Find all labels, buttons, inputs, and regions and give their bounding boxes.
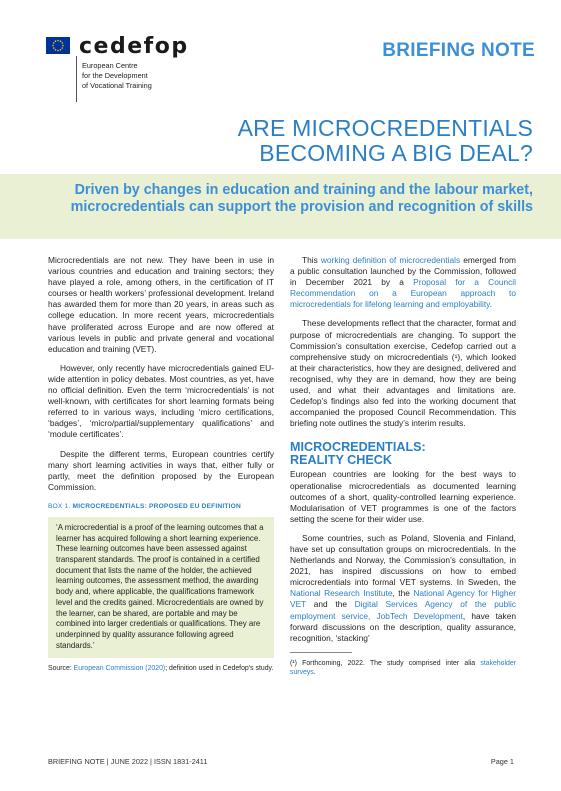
- research-institute-link[interactable]: National Research Institute: [290, 588, 393, 599]
- proposal-link[interactable]: Proposal for a Council Recommendation on a European approach to microcredentials for lifelong learning and employability: [290, 277, 517, 310]
- national-agency-link[interactable]: National Agency for Higher VET: [290, 588, 516, 610]
- eu-flag-icon: [46, 37, 70, 54]
- footnote-divider: [290, 652, 352, 653]
- paragraph: Despite the different terms, European countries certify many short learning activities in ways that, either fully or partly, meet the definition proposed by the European Commission.: [48, 448, 274, 492]
- cedefop-logo: cedefop: [79, 34, 189, 59]
- page-footer: [48, 757, 514, 766]
- page-title: [133, 116, 533, 166]
- title-line: ARE MICROCREDENTIALS: [237, 115, 533, 141]
- definition-link[interactable]: working definition of microcredentials: [320, 255, 461, 265]
- text: .: [313, 669, 316, 677]
- paragraph: [290, 533, 516, 644]
- briefing-note-label: BRIEFING NOTE: [382, 40, 535, 61]
- footnote: [290, 659, 516, 678]
- source-link[interactable]: European Commission (2020): [73, 665, 166, 673]
- document-header: [0, 0, 561, 110]
- heading-line: REALITY CHECK: [290, 453, 392, 468]
- text: Some countries, such as Poland, Slovenia and Finland, have set up consultation groups on microcredentials. In the Netherlands and Norway, the Commission’s consultation, in 2021, has inspired discussions on how to embed microcredentials into formal VET systems. In Sweden, the: [290, 532, 516, 588]
- subtitle: Driven by changes in education and training and the labour market, microcredentials can support the provision and recognition of skills: [70, 182, 533, 215]
- text: This: [302, 255, 321, 265]
- definition-box: ‘A microcredential is a proof of the learning outcomes that a learner has acquired following a short learning experience. These learning outcomes have been assessed against transparent standards. The proof is contained in a certified document that lists the name of the holder, the achieved learning outcomes, the assessment method, the awarding body and, where applicable, the qualifications framework level and the credits gained. Microcredentials are owned by the learner, can be shared, are portable and may be combined into larger credentials or qualifications. They are underpinned by quality assurance following agreed standards.’: [48, 517, 274, 658]
- organisation-name: [82, 61, 152, 91]
- paragraph: European countries are looking for the best ways to operationalise microcredentials as documented learning outcomes of a short, quality-controlled learning experience. Modularisation of VET programmes is one of the factors setting the scene for their wider use.: [290, 469, 516, 524]
- box-title: MICROCREDENTIALS: PROPOSED EU DEFINITION: [72, 502, 241, 510]
- box-caption: [48, 501, 274, 512]
- source-text: ; definition used in Cedefop’s study.: [165, 665, 274, 673]
- box-number: BOX 1.: [48, 502, 71, 510]
- paragraph: Microcredentials are not new. They have been in use in various countries and education and training sectors; they have played a role, among others, in the certification of IT courses or health workers’ professional development. Ireland has awarded them for more than 20 years, in areas such as college education. In more recent years, microcredentials have proliferated across Europe and are now offered at various levels in public and private general and vocational education and training (VET).: [48, 255, 274, 354]
- org-line: of Vocational Training: [82, 81, 152, 90]
- logo-divider: [76, 56, 77, 102]
- source-label: Source:: [48, 665, 72, 673]
- text: , have taken forward discussions on the description, quality assurance, recognition, ‘stacking’: [290, 610, 516, 643]
- paragraph: [290, 255, 516, 310]
- paragraph: However, only recently have microcredentials gained EU-wide attention in policy debates. Most countries, as yet, have no official definition. Even the term ‘microcredentials’ is not well-known, with certificates for short learning formats being referred to in various ways, including ‘micro certifications, ‘badges’, ‘micro/partial/supplementary qualifications’ and ‘module certificates’.: [48, 362, 274, 440]
- right-column: [290, 255, 516, 678]
- stakeholder-surveys-link[interactable]: stakeholder surveys: [290, 659, 516, 677]
- title-line: BECOMING A BIG DEAL?: [259, 140, 533, 166]
- section-heading: [290, 441, 516, 467]
- org-line: for the Development: [82, 71, 148, 80]
- digital-services-link[interactable]: Digital Services Agency of the public employment service, JobTech Development: [290, 599, 516, 621]
- text: , the: [392, 588, 414, 599]
- org-line: European Centre: [82, 61, 138, 70]
- left-column: [48, 255, 274, 674]
- footnote-marker: (¹): [290, 659, 297, 667]
- footer-info: BRIEFING NOTE | JUNE 2022 | ISSN 1831-2411: [48, 757, 208, 766]
- source-note: [48, 664, 274, 674]
- text: and the: [306, 599, 355, 610]
- text: .: [489, 299, 493, 310]
- text: emerged from a public consultation launched by the Commission, followed in December 2021 by a: [290, 255, 516, 288]
- heading-line: MICROCREDENTIALS:: [290, 440, 426, 455]
- paragraph: These developments reflect that the character, format and purpose of microcredentials are changing. To support the Commission’s consultation exercise, Cedefop carried out a comprehensive study on microcredentials (¹), which looked at their characteristics, how they are designed, delivered and recognised, why they are in demand, how they are being used, and what their advantages and limitations are. Cedefop’s findings also fed into the working document that accompanied the proposed Council Recommendation. This briefing note outlines the study’s interim results.: [290, 318, 516, 429]
- page-number: Page 1: [490, 757, 514, 766]
- footnote-text: Forthcoming, 2022. The study comprised inter alia: [302, 659, 481, 667]
